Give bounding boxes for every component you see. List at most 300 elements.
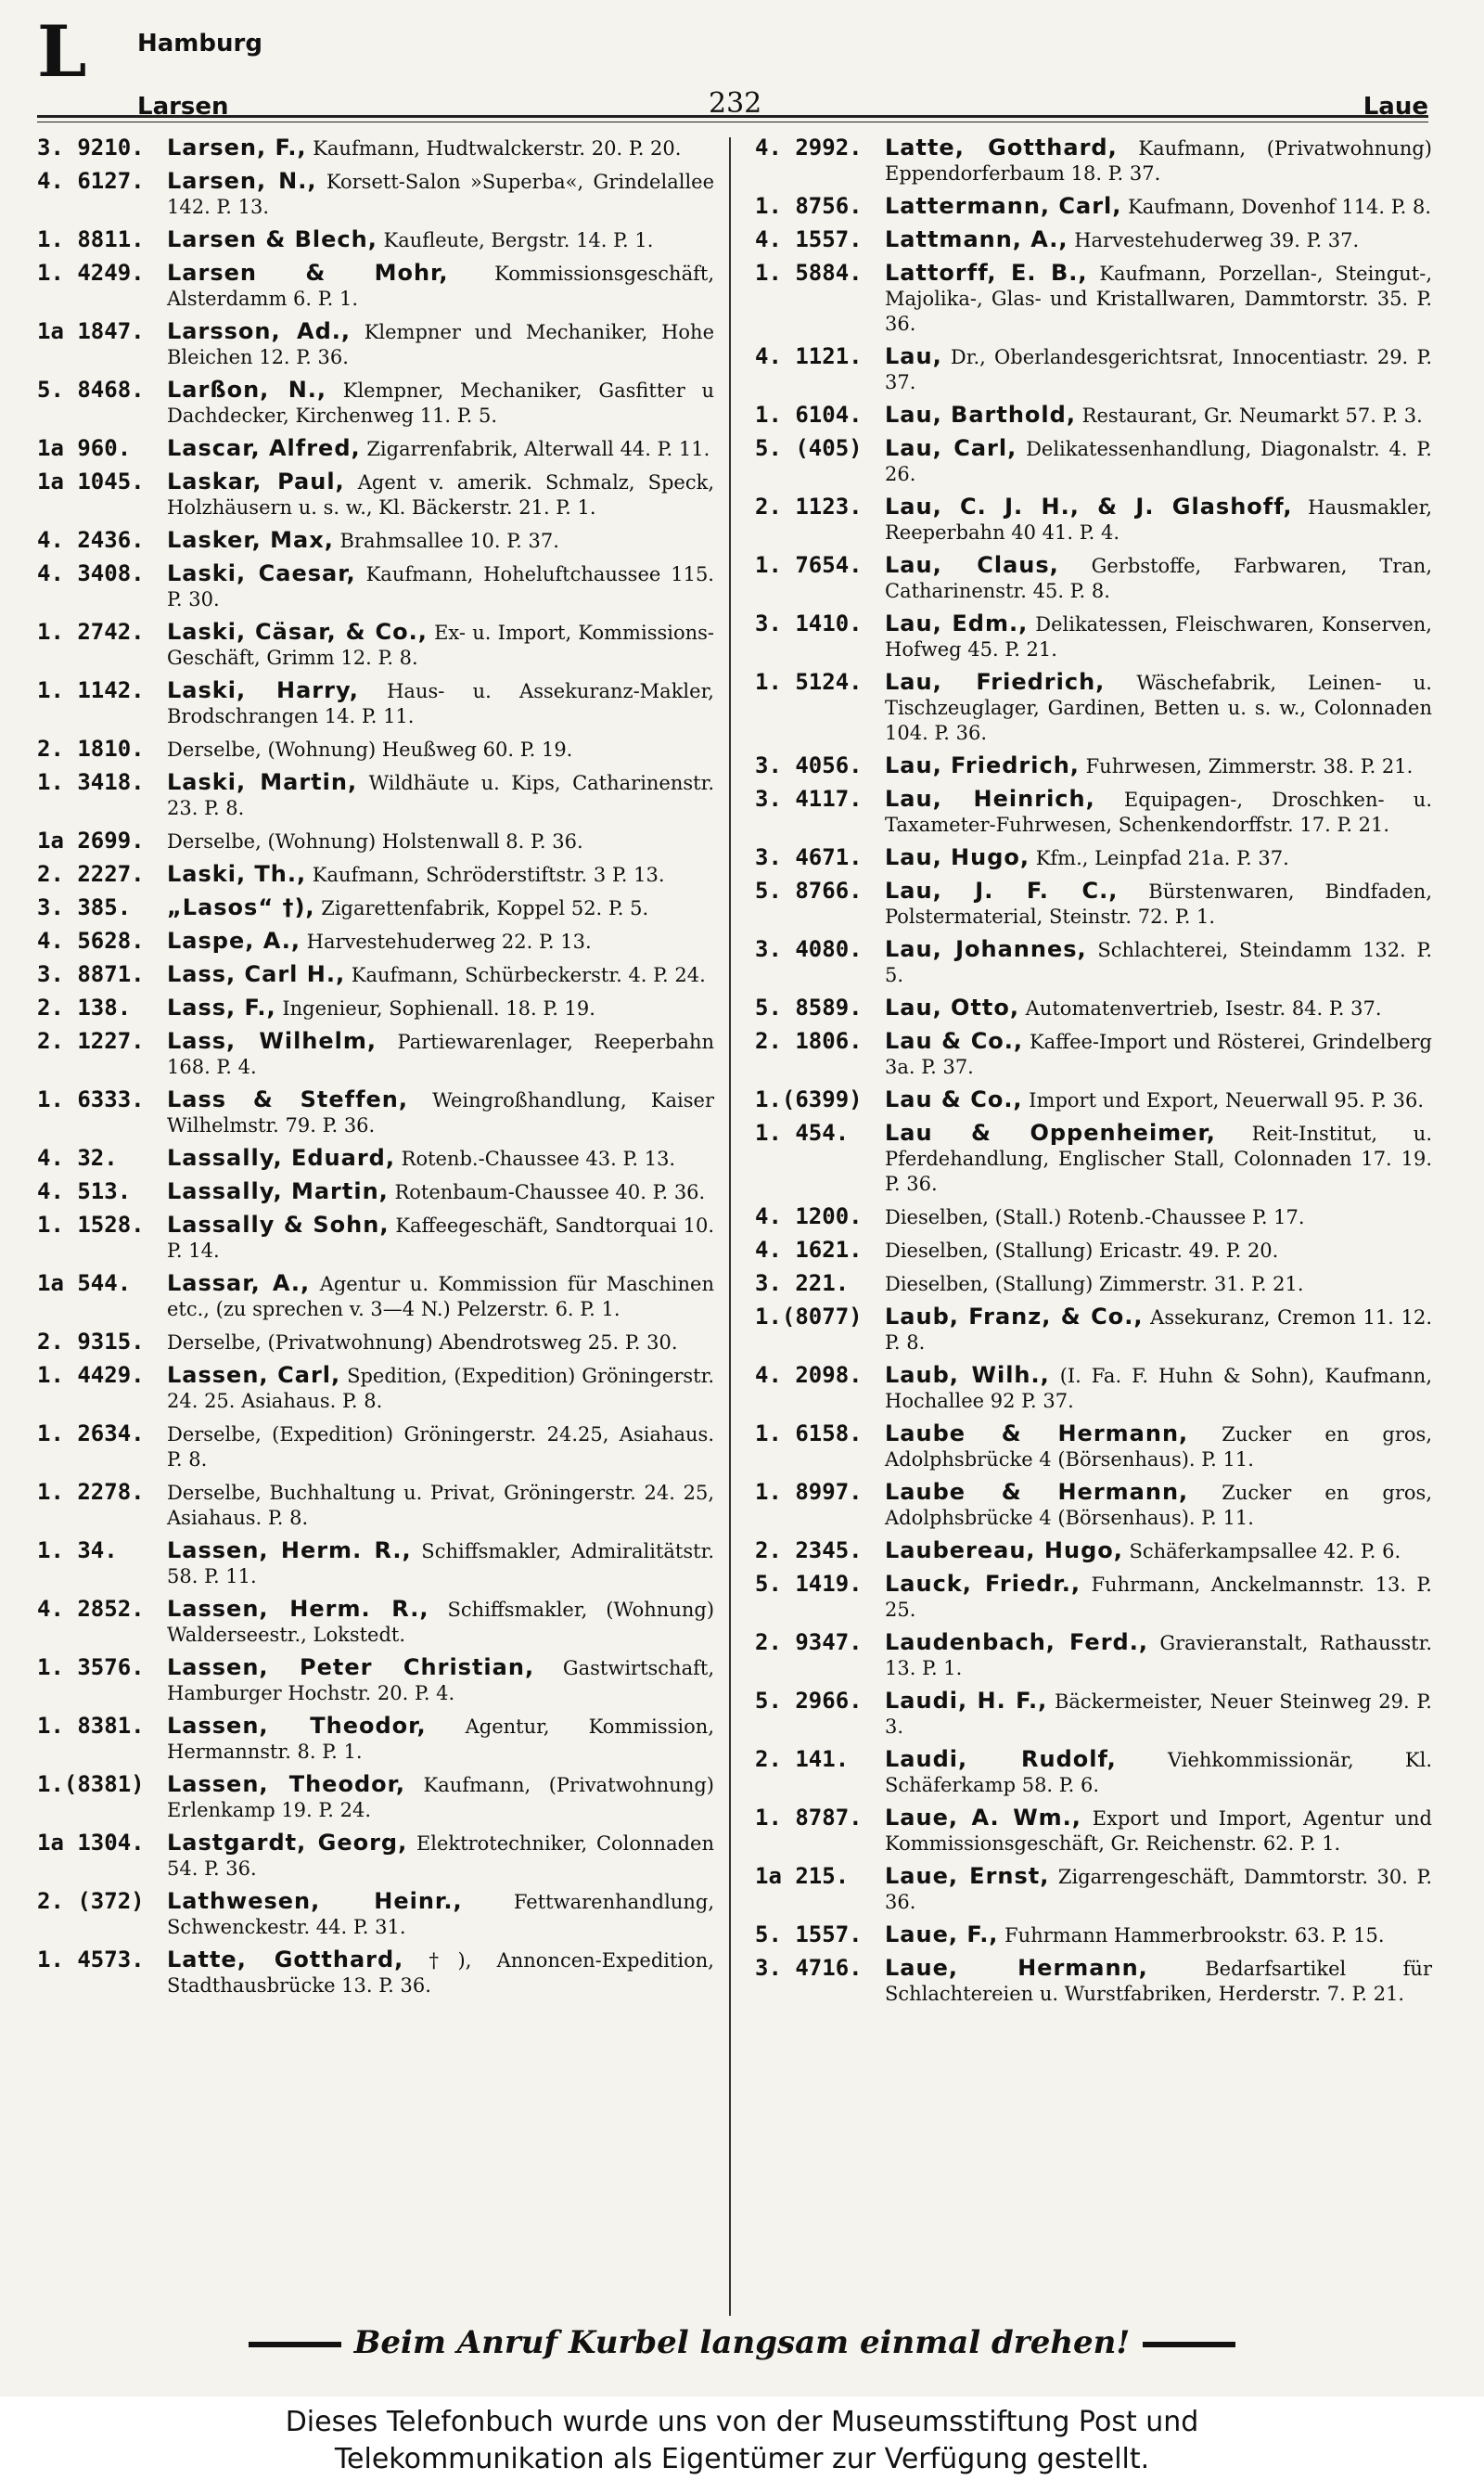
phone-number: 4. 2992.: [755, 135, 863, 161]
subscriber-name: Laub, Franz, & Co.,: [885, 1304, 1144, 1330]
entry-text: [167, 1714, 714, 1765]
subscriber-name: Lau, Friedrich,: [885, 752, 1080, 778]
entry-text: [885, 1630, 1432, 1681]
phone-number: 1. 7654.: [755, 552, 863, 578]
city-heading: Hamburg: [137, 30, 262, 58]
entry-text: [167, 528, 714, 554]
phone-number: 1.(6399): [755, 1086, 863, 1112]
subscriber-name: Laue, Hermann,: [885, 1955, 1148, 1981]
entry-text: [167, 1772, 714, 1823]
subscriber-name: Lass, F.,: [167, 995, 276, 1021]
subscriber-details: Zucker en gros, Adolphsbrücke 4 (Börsenhaus). P. 11.: [885, 1423, 1432, 1471]
column-divider: [729, 137, 731, 2316]
subscriber-details: Assekuranz, Cremon 11. 12. P. 8.: [885, 1306, 1432, 1354]
directory-entry: [37, 929, 714, 955]
subscriber-details: Import und Export, Neuerwall 95. P. 36.: [1022, 1089, 1425, 1112]
phone-number: 5. 1419.: [755, 1571, 863, 1597]
entry-text: [167, 378, 714, 429]
subscriber-details: Partiewarenlager, Reeperbahn 168. P. 4.: [167, 1031, 714, 1078]
phone-number: 3. 4671.: [755, 844, 863, 870]
subscriber-name: Larsen, N.,: [167, 168, 317, 194]
phone-number: 4. 3408.: [37, 560, 145, 586]
directory-entry: [37, 227, 714, 253]
subscriber-details: Derselbe, Buchhaltung u. Privat, Gröningerstr. 24. 25, Asiahaus. P. 8.: [167, 1482, 714, 1529]
entry-text: [167, 1363, 714, 1414]
directory-entry: [755, 1864, 1432, 1915]
entry-text: [885, 670, 1432, 746]
entry-text: [167, 829, 714, 855]
directory-entry: [37, 1538, 714, 1589]
phone-number: 2. 141.: [755, 1746, 850, 1772]
entry-text: [885, 1480, 1432, 1531]
directory-entry: [755, 879, 1432, 930]
directory-entry: [755, 996, 1432, 1022]
entry-text: [885, 1922, 1432, 1948]
phone-number: 1. 34.: [37, 1537, 118, 1563]
subscriber-details: Rotenbaum-Chaussee 40. P. 36.: [388, 1181, 706, 1203]
entry-text: [167, 1889, 714, 1940]
entry-text: [885, 1087, 1432, 1113]
subscriber-details: Derselbe, (Expedition) Gröningerstr. 24.25, Asiahaus. P. 8.: [167, 1423, 714, 1471]
directory-entry: [37, 1363, 714, 1414]
subscriber-name: Lau,: [885, 343, 942, 369]
entry-text: [885, 879, 1432, 930]
directory-entry: [755, 227, 1432, 253]
directory-entry: [37, 1146, 714, 1172]
subscriber-details: Fuhrwesen, Zimmerstr. 38. P. 21.: [1079, 755, 1414, 777]
entry-text: [167, 1480, 714, 1531]
directory-entry: [37, 1421, 714, 1472]
phone-number: 4. 2436.: [37, 527, 145, 553]
subscriber-details: Export und Import, Agentur und Kommissionsgeschäft, Gr. Reichenstr. 62. P. 1.: [885, 1807, 1433, 1855]
subscriber-details: Bedarfsartikel für Schlachtereien u. Wurstfabriken, Herderstr. 7. P. 21.: [885, 1958, 1432, 2005]
phone-number: 1. 4573.: [37, 1947, 145, 1972]
phone-number: 4. 2852.: [37, 1596, 145, 1622]
attribution-line-1: Dieses Telefonbuch wurde uns von der Museumsstiftung Post und: [285, 2406, 1199, 2438]
subscriber-name: Laudi, H. F.,: [885, 1688, 1048, 1714]
entry-text: [167, 895, 714, 921]
directory-entry: [755, 1689, 1432, 1740]
phone-number: 5. 8589.: [755, 995, 863, 1021]
footer-slogan: [139, 2324, 1345, 2361]
subscriber-details: Schiffsmakler, Admiralitätstr. 58. P. 11.: [167, 1540, 714, 1587]
entry-text: [885, 996, 1432, 1022]
subscriber-details: Zigarrenfabrik, Alterwall 44. P. 11.: [360, 438, 710, 460]
phone-number: 1. 2634.: [37, 1420, 145, 1446]
directory-entry: [37, 1029, 714, 1080]
subscriber-details: Viehkommissionär, Kl. Schäferkamp 58. P. 6.: [885, 1749, 1432, 1796]
page-header: [37, 10, 1428, 121]
phone-number: 1. 8381.: [37, 1713, 145, 1739]
directory-entry: [37, 1772, 714, 1823]
phone-number: 5. 2966.: [755, 1688, 863, 1714]
phone-number: 1. 6333.: [37, 1086, 145, 1112]
subscriber-name: Lattmann, A.,: [885, 226, 1068, 252]
subscriber-name: Lassen, Carl,: [167, 1362, 341, 1388]
directory-entry: [755, 135, 1432, 186]
phone-number: 3. 385.: [37, 894, 132, 920]
entry-text: [167, 436, 714, 462]
directory-entry: [755, 670, 1432, 746]
entry-text: [167, 1271, 714, 1322]
subscriber-name: Lattorff, E. B.,: [885, 260, 1088, 286]
subscriber-details: Derselbe, (Wohnung) Heußweg 60. P. 19.: [167, 739, 573, 761]
subscriber-name: Lau, Otto,: [885, 995, 1019, 1021]
directory-entry: [37, 996, 714, 1022]
phone-number: 2. 2227.: [37, 861, 145, 887]
subscriber-details: Haus- u. Assekuranz-Makler, Brodschrangen 14. P. 11.: [167, 680, 714, 727]
phone-number: 3. 9210.: [37, 135, 145, 161]
subscriber-details: Schlachterei, Steindamm 132. P. 5.: [885, 939, 1432, 986]
subscriber-name: Lass, Wilhelm,: [167, 1028, 377, 1054]
subscriber-name: Laski, Martin,: [167, 769, 358, 795]
directory-entry: [37, 169, 714, 220]
directory-entry: [755, 1304, 1432, 1356]
entry-text: [167, 737, 714, 763]
subscriber-name: Lasker, Max,: [167, 527, 334, 553]
subscriber-name: Laubereau, Hugo,: [885, 1537, 1123, 1563]
subscriber-details: Fettwarenhandlung, Schwenckestr. 44. P. 31.: [167, 1891, 714, 1938]
subscriber-details: Kfm., Leinpfad 21a. P. 37.: [1030, 847, 1289, 869]
phone-number: 4. 1121.: [755, 343, 863, 369]
entry-text: [167, 678, 714, 729]
entry-text: [885, 344, 1432, 395]
subscriber-details: Derselbe, (Privatwohnung) Abendrotsweg 25. P. 30.: [167, 1331, 678, 1354]
phone-number: 2. 1123.: [755, 494, 863, 520]
subscriber-details: (I. Fa. F. Huhn & Sohn), Kaufmann, Hochallee 92 P. 37.: [885, 1365, 1432, 1412]
entry-text: [167, 261, 714, 312]
directory-entry: [37, 1087, 714, 1138]
subscriber-details: Delikatessenhandlung, Diagonalstr. 4. P. 26.: [885, 438, 1432, 485]
subscriber-name: Lau, C. J. H., & J. Glashoff,: [885, 494, 1293, 520]
phone-number: 1. 8756.: [755, 193, 863, 219]
directory-entry: [755, 1572, 1432, 1623]
entry-text: [167, 135, 714, 161]
phone-number: 2. 1227.: [37, 1028, 145, 1054]
directory-entry: [37, 829, 714, 855]
entry-text: [167, 1330, 714, 1356]
subscriber-name: Laue, F.,: [885, 1921, 999, 1947]
subscriber-details: Korsett-Salon »Superba«, Grindelallee 142. P. 13.: [167, 171, 715, 218]
subscriber-details: Kaffee-Import und Rösterei, Grindelberg 3a. P. 37.: [885, 1031, 1432, 1078]
directory-entry: [755, 1747, 1432, 1798]
subscriber-details: Schäferkampsallee 42. P. 6.: [1122, 1540, 1401, 1562]
phone-number: 4. 6127.: [37, 168, 145, 194]
subscriber-details: Kaufmann, (Privatwohnung) Erlenkamp 19. P. 24.: [167, 1774, 714, 1821]
entry-text: [167, 169, 714, 220]
phone-number: 4. 513.: [37, 1178, 132, 1204]
phone-number: 1a 1045.: [37, 469, 145, 495]
subscriber-details: Agentur u. Kommission für Maschinen etc., (zu sprechen v. 3—4 N.) Pelzerstr. 6. P. 1.: [167, 1273, 714, 1320]
subscriber-details: Kaufmann, Schröderstiftstr. 3 P. 13.: [306, 864, 665, 886]
subscriber-name: Larsen, F.,: [167, 135, 307, 161]
subscriber-name: Lassally, Eduard,: [167, 1145, 395, 1171]
entry-text: [167, 1597, 714, 1648]
entry-text: [885, 261, 1432, 337]
directory-entry: [755, 194, 1432, 220]
subscriber-name: Lassen, Theodor,: [167, 1713, 427, 1739]
subscriber-name: Latte, Gotthard,: [885, 135, 1118, 161]
directory-entry: [755, 1956, 1432, 2007]
subscriber-details: Kaufmann, Schürbeckerstr. 4. P. 24.: [345, 964, 706, 986]
entry-text: [167, 1146, 714, 1172]
subscriber-name: Larsen & Mohr,: [167, 260, 449, 286]
subscriber-details: Klempner, Mechaniker, Gasfitter u Dachdecker, Kirchenweg 11. P. 5.: [167, 379, 714, 427]
subscriber-details: Schiffsmakler, (Wohnung) Walderseestr., Lokstedt.: [167, 1599, 715, 1646]
directory-entry: [755, 1087, 1432, 1113]
subscriber-name: Lau & Oppenheimer,: [885, 1120, 1216, 1146]
subscriber-details: Automatenvertrieb, Isestr. 84. P. 37.: [1019, 997, 1382, 1020]
phone-number: 5. (405): [755, 435, 863, 461]
phone-number: 1. 3576.: [37, 1654, 145, 1680]
phone-number: 3. 8871.: [37, 961, 145, 987]
directory-entry: [755, 436, 1432, 487]
subscriber-name: Laspe, A.,: [167, 928, 301, 954]
entry-text: [885, 1956, 1432, 2007]
subscriber-details: Dieselben, (Stallung) Ericastr. 49. P. 20.: [885, 1240, 1279, 1262]
directory-entry: [755, 1238, 1432, 1264]
page-number: 232: [709, 87, 762, 120]
phone-number: 2. 1810.: [37, 736, 145, 762]
directory-entry: [37, 528, 714, 554]
phone-number: 1.(8077): [755, 1304, 863, 1330]
phone-number: 1.(8381): [37, 1771, 145, 1797]
subscriber-details: Agent v. amerik. Schmalz, Speck, Holzhäusern u. s. w., Kl. Bäckerstr. 21. P. 1.: [167, 471, 715, 519]
subscriber-name: Lau, Carl,: [885, 435, 1017, 461]
entry-text: [885, 135, 1432, 186]
directory-entry: [755, 403, 1432, 429]
entry-text: [885, 1689, 1432, 1740]
subscriber-details: Gastwirtschaft, Hamburger Hochstr. 20. P. 4.: [167, 1657, 714, 1704]
entry-text: [885, 937, 1432, 988]
subscriber-name: Lassally & Sohn,: [167, 1212, 390, 1238]
entry-text: [167, 620, 714, 671]
entry-text: [167, 1947, 714, 1998]
subscriber-details: Hausmakler, Reeperbahn 40 41. P. 4.: [885, 496, 1432, 544]
entry-text: [885, 1121, 1432, 1197]
phone-number: 1. 6104.: [755, 402, 863, 428]
phone-number: 3. 1410.: [755, 610, 863, 636]
entry-text: [885, 227, 1432, 253]
subscriber-details: Klempner und Mechaniker, Hohe Bleichen 12. P. 36.: [167, 321, 714, 368]
subscriber-name: Lastgardt, Georg,: [167, 1830, 408, 1856]
first-name-guide: Larsen: [137, 93, 229, 121]
entry-text: [167, 1029, 714, 1080]
header-rule: [37, 115, 1428, 118]
subscriber-name: Lau, Barthold,: [885, 402, 1076, 428]
subscriber-details: Dieselben, (Stallung) Zimmerstr. 31. P. 21.: [885, 1273, 1304, 1295]
subscriber-name: Lau, Johannes,: [885, 936, 1087, 962]
directory-entry: [37, 378, 714, 429]
subscriber-details: Reit-Institut, u. Pferdehandlung, Englischer Stall, Colonnaden 17. 19. P. 36.: [885, 1123, 1433, 1195]
directory-entry: [755, 1029, 1432, 1080]
slogan-bar-right: [1143, 2342, 1235, 2347]
entry-text: [167, 962, 714, 988]
left-column: [37, 135, 714, 2006]
directory-entry: [37, 678, 714, 729]
subscriber-details: Kaufmann, (Privatwohnung) Eppendorferbaum 18. P. 37.: [885, 137, 1432, 185]
phone-number: 1. 2278.: [37, 1479, 145, 1505]
entry-text: [885, 1421, 1432, 1472]
attribution-banner: [0, 2396, 1484, 2480]
entry-text: [885, 1238, 1432, 1264]
subscriber-name: Laube & Hermann,: [885, 1479, 1189, 1505]
entry-text: [885, 403, 1432, 429]
subscriber-name: Lau & Co.,: [885, 1086, 1023, 1112]
subscriber-name: Lassen, Peter Christian,: [167, 1654, 535, 1680]
subscriber-name: Lattermann, Carl,: [885, 193, 1122, 219]
subscriber-name: Larßon, N.,: [167, 377, 327, 403]
directory-entry: [755, 1421, 1432, 1472]
directory-entry: [37, 436, 714, 462]
phone-number: 4. 1200.: [755, 1203, 863, 1229]
phone-number: 3. 4716.: [755, 1955, 863, 1981]
subscriber-name: Lass, Carl H.,: [167, 961, 346, 987]
directory-entry: [37, 770, 714, 821]
subscriber-name: Lau, Heinrich,: [885, 786, 1095, 812]
subscriber-details: Ex- u. Import, Kommissions-Geschäft, Grimm 12. P. 8.: [167, 622, 714, 669]
entry-text: [167, 996, 714, 1022]
entry-text: [885, 1363, 1432, 1414]
entry-text: [885, 1271, 1432, 1297]
directory-entry: [755, 553, 1432, 604]
entry-text: [167, 469, 714, 520]
subscriber-name: Larsen & Blech,: [167, 226, 377, 252]
entry-text: [885, 787, 1432, 838]
subscriber-details: Bürstenwaren, Bindfaden, Polstermaterial, Steinstr. 72. P. 1.: [885, 880, 1432, 928]
directory-entry: [37, 135, 714, 161]
subscriber-name: Lascar, Alfred,: [167, 435, 361, 461]
entry-text: [885, 1204, 1432, 1230]
phone-number: 1. 454.: [755, 1120, 850, 1146]
subscriber-details: Kaffeegeschäft, Sandtorquai 10. P. 14.: [167, 1214, 714, 1262]
directory-entry: [37, 1213, 714, 1264]
entry-text: [885, 194, 1432, 220]
phone-number: 4. 2098.: [755, 1362, 863, 1388]
right-column: [755, 135, 1432, 2014]
phone-number: 1a 215.: [755, 1863, 850, 1889]
phone-number: 1a 2699.: [37, 828, 145, 854]
phone-number: 1. 5884.: [755, 260, 863, 286]
directory-entry: [37, 1655, 714, 1706]
phone-number: 2. 138.: [37, 995, 132, 1021]
entry-text: [885, 495, 1432, 546]
phone-number: 1. 8997.: [755, 1479, 863, 1505]
phone-number: 1. 1528.: [37, 1212, 145, 1238]
last-name-guide: Laue: [1362, 93, 1428, 121]
subscriber-name: Laski, Cäsar, & Co.,: [167, 619, 428, 645]
entry-text: [885, 553, 1432, 604]
directory-entry: [37, 895, 714, 921]
subscriber-details: Brahmsallee 10. P. 37.: [333, 530, 559, 552]
phone-number: 3. 221.: [755, 1270, 850, 1296]
subscriber-details: Elektrotechniker, Colonnaden 54. P. 36.: [167, 1832, 714, 1880]
entry-text: [885, 1029, 1432, 1080]
subscriber-name: Laski, Harry,: [167, 677, 359, 703]
directory-entry: [37, 1480, 714, 1531]
subscriber-details: Kaufmann, Dovenhof 114. P. 8.: [1121, 196, 1432, 218]
subscriber-details: Harvestehuderweg 22. P. 13.: [300, 931, 592, 953]
subscriber-name: Lauck, Friedr.,: [885, 1571, 1081, 1597]
phone-number: 5. 8468.: [37, 377, 145, 403]
entry-text: [167, 561, 714, 612]
subscriber-details: Bäckermeister, Neuer Steinweg 29. P. 3.: [885, 1690, 1432, 1738]
directory-entry: [37, 862, 714, 888]
subscriber-details: Kommissionsgeschäft, Alsterdamm 6. P. 1.: [167, 263, 714, 310]
phone-number: 1. 5124.: [755, 669, 863, 695]
entry-text: [885, 1572, 1432, 1623]
slogan-bar-left: [249, 2342, 341, 2347]
entry-text: [885, 753, 1432, 779]
directory-entry: [37, 1330, 714, 1356]
entry-text: [167, 1213, 714, 1264]
directory-entry: [37, 1179, 714, 1205]
directory-entry: [37, 737, 714, 763]
directory-entry: [755, 845, 1432, 871]
entry-text: [167, 227, 714, 253]
subscriber-details: Zigarrengeschäft, Dammtorstr. 30. P. 36.: [885, 1866, 1433, 1913]
directory-entry: [37, 261, 714, 312]
phone-number: 1. 4429.: [37, 1362, 145, 1388]
directory-entry: [755, 1121, 1432, 1197]
subscriber-details: Wäschefabrik, Leinen- u. Tischzeuglager, Gardinen, Betten u. s. w., Colonnaden 104. P. 36.: [885, 672, 1432, 744]
directory-entry: [37, 1889, 714, 1940]
phone-number: 1. 4249.: [37, 260, 145, 286]
phone-number: 3. 4056.: [755, 752, 863, 778]
subscriber-details: Restaurant, Gr. Neumarkt 57. P. 3.: [1075, 405, 1423, 427]
subscriber-name: Laub, Wilh.,: [885, 1362, 1050, 1388]
subscriber-details: Delikatessen, Fleischwaren, Konserven, Hofweg 45. P. 21.: [885, 613, 1432, 661]
entry-text: [885, 1747, 1432, 1798]
phone-number: 1. 1142.: [37, 677, 145, 703]
subscriber-details: Dr., Oberlandesgerichtsrat, Innocentiastr. 29. P. 37.: [885, 346, 1432, 393]
subscriber-name: Lassen, Herm. R.,: [167, 1596, 429, 1622]
directory-entry: [755, 937, 1432, 988]
entry-text: [167, 1655, 714, 1706]
entry-text: [167, 1421, 714, 1472]
directory-entry: [37, 620, 714, 671]
entry-text: [885, 1538, 1432, 1564]
entry-text: [885, 1864, 1432, 1915]
subscriber-name: Lassen, Theodor,: [167, 1771, 406, 1797]
phone-number: 3. 4080.: [755, 936, 863, 962]
subscriber-details: Gerbstoffe, Farbwaren, Tran, Catharinenstr. 45. P. 8.: [885, 555, 1432, 602]
subscriber-details: Dieselben, (Stall.) Rotenb.-Chaussee P. 17.: [885, 1206, 1305, 1228]
directory-entry: [37, 962, 714, 988]
subscriber-details: Kaufleute, Bergstr. 14. P. 1.: [377, 229, 654, 251]
entry-text: [885, 845, 1432, 871]
entry-text: [885, 611, 1432, 662]
subscriber-name: Laski, Caesar,: [167, 560, 356, 586]
subscriber-name: Laue, A. Wm.,: [885, 1805, 1081, 1831]
phone-number: 1. 2742.: [37, 619, 145, 645]
directory-entry: [37, 469, 714, 520]
subscriber-details: Rotenb.-Chaussee 43. P. 13.: [394, 1148, 676, 1170]
phone-number: 4. 1621.: [755, 1237, 863, 1263]
phone-number: 4. 32.: [37, 1145, 118, 1171]
directory-entry: [755, 344, 1432, 395]
directory-entry: [37, 1597, 714, 1648]
phone-number: 4. 5628.: [37, 928, 145, 954]
subscriber-details: Spedition, (Expedition) Gröningerstr. 24. 25. Asiahaus. P. 8.: [167, 1365, 714, 1412]
entry-text: [885, 1805, 1432, 1857]
entry-text: [885, 436, 1432, 487]
phone-number: 2. 9315.: [37, 1329, 145, 1355]
subscriber-details: Zigarettenfabrik, Koppel 52. P. 5.: [314, 897, 649, 919]
subscriber-details: Weingroßhandlung, Kaiser Wilhelmstr. 79. P. 36.: [167, 1089, 714, 1137]
directory-entry: [755, 611, 1432, 662]
subscriber-name: Lau & Co.,: [885, 1028, 1024, 1054]
